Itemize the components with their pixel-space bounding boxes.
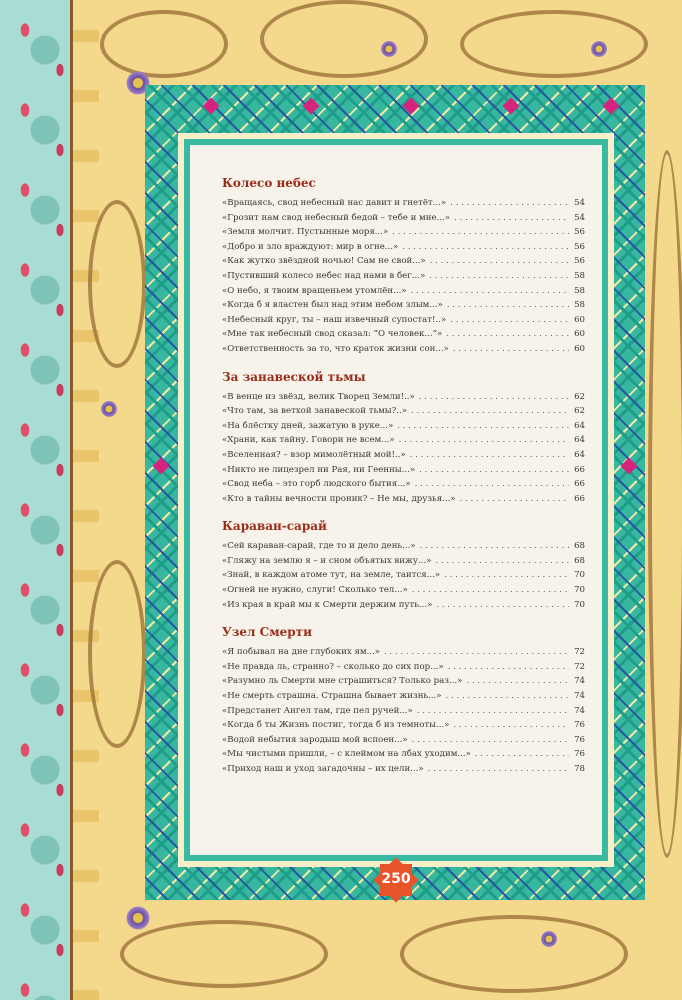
toc-section xyxy=(222,369,585,507)
flower-icon xyxy=(380,40,398,58)
toc-entry xyxy=(222,404,585,419)
ornamental-edge xyxy=(70,0,99,1000)
entry-page: 64 xyxy=(574,420,585,431)
dot-leader xyxy=(444,568,569,583)
entry-title: «Огней не нужно, слуги! Сколько тел...» xyxy=(222,585,408,596)
entry-title: «Разумно ль Смерти мне страшиться? Только раз...» xyxy=(222,676,463,687)
toc-entry xyxy=(222,568,585,583)
toc-entry xyxy=(222,225,585,240)
dot-leader xyxy=(417,704,569,719)
section-heading: Колесо небес xyxy=(222,176,316,190)
toc-entry xyxy=(222,762,585,777)
toc-entry xyxy=(222,463,585,478)
arabesque-scroll xyxy=(400,915,628,993)
toc-section xyxy=(222,175,585,357)
entry-page: 70 xyxy=(574,570,585,581)
toc-entry xyxy=(222,477,585,492)
entry-page: 60 xyxy=(574,343,585,354)
entry-title: «Никто не лицезрел ни Рая, ни Геенны...» xyxy=(222,464,416,475)
entry-page: 62 xyxy=(574,391,585,402)
entry-page: 56 xyxy=(574,241,585,252)
dot-leader xyxy=(392,225,569,240)
toc-entry xyxy=(222,313,585,328)
entry-page: 66 xyxy=(574,464,585,475)
arabesque-scroll xyxy=(648,150,682,858)
entry-page: 76 xyxy=(574,734,585,745)
toc-entry xyxy=(222,269,585,284)
toc-entry xyxy=(222,598,585,613)
entry-title: «Свод неба – это горб людского бытия...» xyxy=(222,479,411,490)
dot-leader xyxy=(384,645,569,660)
dot-leader xyxy=(466,674,569,689)
toc-entry xyxy=(222,718,585,733)
entry-title: «Предстанет Ангел там, где пел ручей...» xyxy=(222,705,413,716)
arabesque-scroll xyxy=(100,10,228,78)
dot-leader xyxy=(397,419,569,434)
toc-entry xyxy=(222,419,585,434)
page-number: 250 xyxy=(381,871,411,887)
dot-leader xyxy=(448,660,569,675)
toc-entry xyxy=(222,448,585,463)
toc-section xyxy=(222,518,585,612)
entry-page: 70 xyxy=(574,599,585,610)
dot-leader xyxy=(450,196,569,211)
toc-entry xyxy=(222,554,585,569)
dot-leader xyxy=(429,269,569,284)
entry-page: 60 xyxy=(574,329,585,340)
entry-title: «Грозит нам свод небесный бедой – тебе и мне...» xyxy=(222,212,451,223)
toc-entry xyxy=(222,240,585,255)
dot-leader xyxy=(420,539,569,554)
toc-entry xyxy=(222,327,585,342)
entry-title: «В венце из звёзд, велик Творец Земли!..» xyxy=(222,391,415,402)
dot-leader xyxy=(411,284,569,299)
entry-page: 78 xyxy=(574,764,585,774)
entry-title: «Небесный круг, ты – наш извечный супостат!..» xyxy=(222,314,447,325)
entry-page: 76 xyxy=(574,749,585,760)
dot-leader xyxy=(410,448,569,463)
arabesque-scroll xyxy=(260,0,428,78)
entry-page: 58 xyxy=(574,300,585,311)
entry-page: 66 xyxy=(574,479,585,490)
entry-page: 68 xyxy=(574,541,585,552)
entry-title: «Я побывал на дне глубоких ям...» xyxy=(222,647,381,658)
entry-page: 66 xyxy=(574,493,585,504)
toc-entry xyxy=(222,704,585,719)
toc-entry xyxy=(222,211,585,226)
flower-icon xyxy=(540,930,558,948)
dot-leader xyxy=(435,554,569,569)
toc-entry xyxy=(222,492,585,507)
entry-page: 72 xyxy=(574,661,585,672)
arabesque-scroll xyxy=(120,920,328,988)
entry-page: 64 xyxy=(574,435,585,446)
entry-page: 56 xyxy=(574,227,585,238)
entry-title: «На блёстку дней, зажатую в руке...» xyxy=(222,420,394,431)
flower-icon xyxy=(100,400,118,418)
dot-leader xyxy=(475,747,569,762)
entry-title: «Мне так небесный свод сказал: “О человек...”» xyxy=(222,329,443,340)
toc-entry xyxy=(222,674,585,689)
dot-leader xyxy=(446,689,569,704)
toc-entry xyxy=(222,284,585,299)
entry-title: «Сей караван-сарай, где то и дело день...» xyxy=(222,541,416,552)
entry-title: «Не смерть страшна. Страшна бывает жизнь...» xyxy=(222,691,442,702)
dot-leader xyxy=(453,342,569,357)
arabesque-scroll xyxy=(460,10,648,78)
dot-leader xyxy=(446,327,569,342)
floral-left-strip xyxy=(0,0,78,1000)
entry-title: «О небо, я твоим вращеньем утомлён...» xyxy=(222,285,407,296)
entry-title: «Когда б ты Жизнь постиг, тогда б из темноты...» xyxy=(222,720,450,731)
dot-leader xyxy=(428,762,569,777)
entry-title: «Приход наш и уход загадочны – их цели...» xyxy=(222,764,424,774)
entry-page: 54 xyxy=(574,198,585,208)
entry-title: «Вселенная? – взор мимолётный мой!..» xyxy=(222,449,406,460)
toc-entry xyxy=(222,390,585,405)
section-heading: Узел Смерти xyxy=(222,625,313,640)
dot-leader xyxy=(430,254,569,269)
entry-page: 58 xyxy=(574,285,585,296)
dot-leader xyxy=(460,492,569,507)
entry-title: «Как жутко звёздной ночью! Сам не свой...» xyxy=(222,256,426,267)
entry-title: «Ответственность за то, что краток жизни сон...» xyxy=(222,343,449,354)
toc-entry xyxy=(222,254,585,269)
entry-page: 56 xyxy=(574,256,585,267)
entry-title: «Гляжу на землю я – и сном объятых вижу...» xyxy=(222,555,432,566)
entry-title: «Пустивший колесо небес над нами в бег...» xyxy=(222,270,426,281)
arabesque-scroll xyxy=(88,200,146,368)
entry-page: 62 xyxy=(574,406,585,417)
dot-leader xyxy=(454,211,569,226)
flower-icon xyxy=(125,905,151,931)
entry-title: «Вращаясь, свод небесный нас давит и гнетёт...» xyxy=(222,198,447,208)
toc-entry xyxy=(222,433,585,448)
toc-entry xyxy=(222,539,585,554)
toc-entry xyxy=(222,342,585,357)
entry-title: «Добро и зло враждуют: мир в огне...» xyxy=(222,241,399,252)
dot-leader xyxy=(436,598,569,613)
entry-page: 70 xyxy=(574,585,585,596)
dot-leader xyxy=(399,433,569,448)
toc-entry xyxy=(222,645,585,660)
entry-title: «Храни, как тайну. Говори не всем...» xyxy=(222,435,395,446)
entry-page: 60 xyxy=(574,314,585,325)
entry-page: 74 xyxy=(574,691,585,702)
dot-leader xyxy=(453,718,569,733)
entry-page: 58 xyxy=(574,270,585,281)
table-of-contents xyxy=(222,175,585,789)
toc-entry xyxy=(222,583,585,598)
dot-leader xyxy=(447,298,569,313)
entry-title: «Мы чистыми пришли, – с клеймом на лбах уходим...» xyxy=(222,749,471,760)
entry-title: «Водой небытия зародыш мой вспоен...» xyxy=(222,734,408,745)
toc-entry xyxy=(222,733,585,748)
dot-leader xyxy=(412,583,569,598)
entry-title: «Что там, за ветхой занавеской тьмы?..» xyxy=(222,406,407,417)
entry-title: «Земля молчит. Пустынные моря...» xyxy=(222,227,389,238)
toc-entry xyxy=(222,747,585,762)
entry-page: 68 xyxy=(574,555,585,566)
dot-leader xyxy=(419,463,569,478)
dot-leader xyxy=(415,477,569,492)
entry-page: 76 xyxy=(574,720,585,731)
toc-entry xyxy=(222,196,585,211)
dot-leader xyxy=(402,240,569,255)
dot-leader xyxy=(411,404,569,419)
toc-entry xyxy=(222,689,585,704)
entry-page: 74 xyxy=(574,676,585,687)
entry-page: 54 xyxy=(574,212,585,223)
toc-entry xyxy=(222,660,585,675)
flower-icon xyxy=(590,40,608,58)
section-heading: Караван-сарай xyxy=(222,519,327,534)
entry-page: 72 xyxy=(574,647,585,658)
page-number-badge xyxy=(373,860,419,900)
arabesque-scroll xyxy=(88,560,146,748)
entry-title: «Не правда ль, странно? – сколько до сих пор...» xyxy=(222,661,444,672)
dot-leader xyxy=(412,733,569,748)
entry-page: 74 xyxy=(574,705,585,716)
contents-page xyxy=(190,145,602,855)
toc-entry xyxy=(222,298,585,313)
entry-title: «Из края в край мы к Смерти держим путь...» xyxy=(222,599,433,610)
toc-section xyxy=(222,624,585,776)
section-heading: За занавеской тьмы xyxy=(222,369,366,384)
entry-title: «Знай, в каждом атоме тут, на земле, таится...» xyxy=(222,570,441,581)
entry-title: «Кто в тайны вечности проник? – Не мы, друзья...» xyxy=(222,493,456,504)
entry-title: «Когда б я властен был над этим небом злым...» xyxy=(222,300,443,311)
entry-page: 64 xyxy=(574,449,585,460)
dot-leader xyxy=(419,390,569,405)
dot-leader xyxy=(450,313,569,328)
